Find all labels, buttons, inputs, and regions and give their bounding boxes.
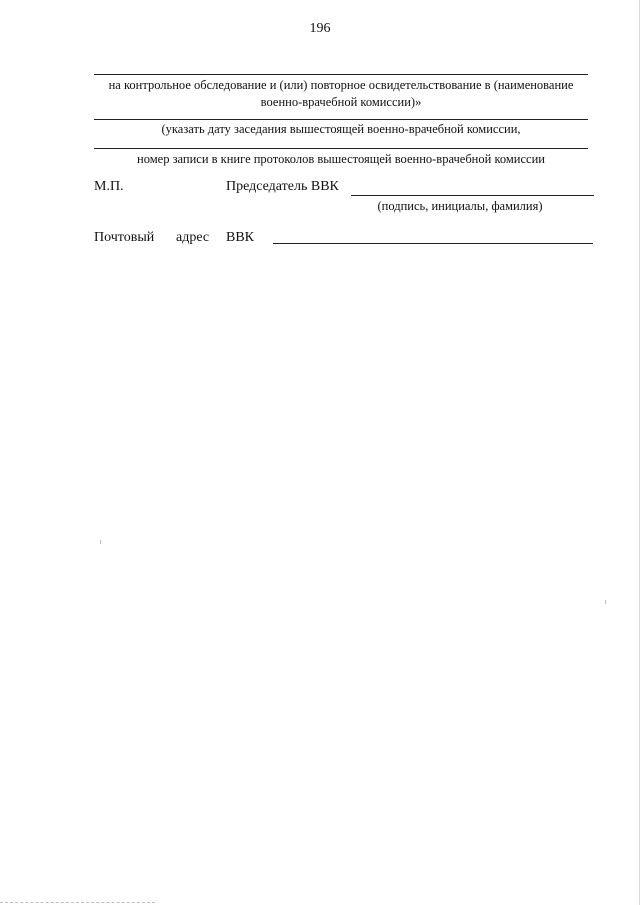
scan-edge-mark xyxy=(0,902,155,903)
scan-speck xyxy=(100,540,101,544)
page-number: 196 xyxy=(309,21,331,36)
address-label-word-3: ВВК xyxy=(226,230,255,245)
address-line xyxy=(273,243,593,244)
address-label-word-2: адрес xyxy=(176,230,210,245)
address-label-word-1: Почтовый xyxy=(94,230,155,245)
signature-line xyxy=(351,195,594,196)
chairman-label: Председатель ВВК xyxy=(226,179,339,194)
scan-speck xyxy=(605,600,606,604)
fill-line-2 xyxy=(94,119,588,120)
fill-line-1 xyxy=(94,74,588,75)
signature-hint: (подпись, инициалы, фамилия) xyxy=(377,199,543,213)
meeting-date-caption: (указать дату заседания вышестоящей военно-врачебной комиссии, xyxy=(161,122,521,136)
stamp-label: М.П. xyxy=(94,179,124,194)
fill-line-3 xyxy=(94,148,588,149)
protocol-record-caption: номер записи в книге протоколов вышестоящей военно-врачебной комиссии xyxy=(137,152,545,166)
commission-name-caption: на контрольное обследование и (или) повторное освидетельствование в (наименование военно-врачебной комиссии)» xyxy=(108,78,574,109)
